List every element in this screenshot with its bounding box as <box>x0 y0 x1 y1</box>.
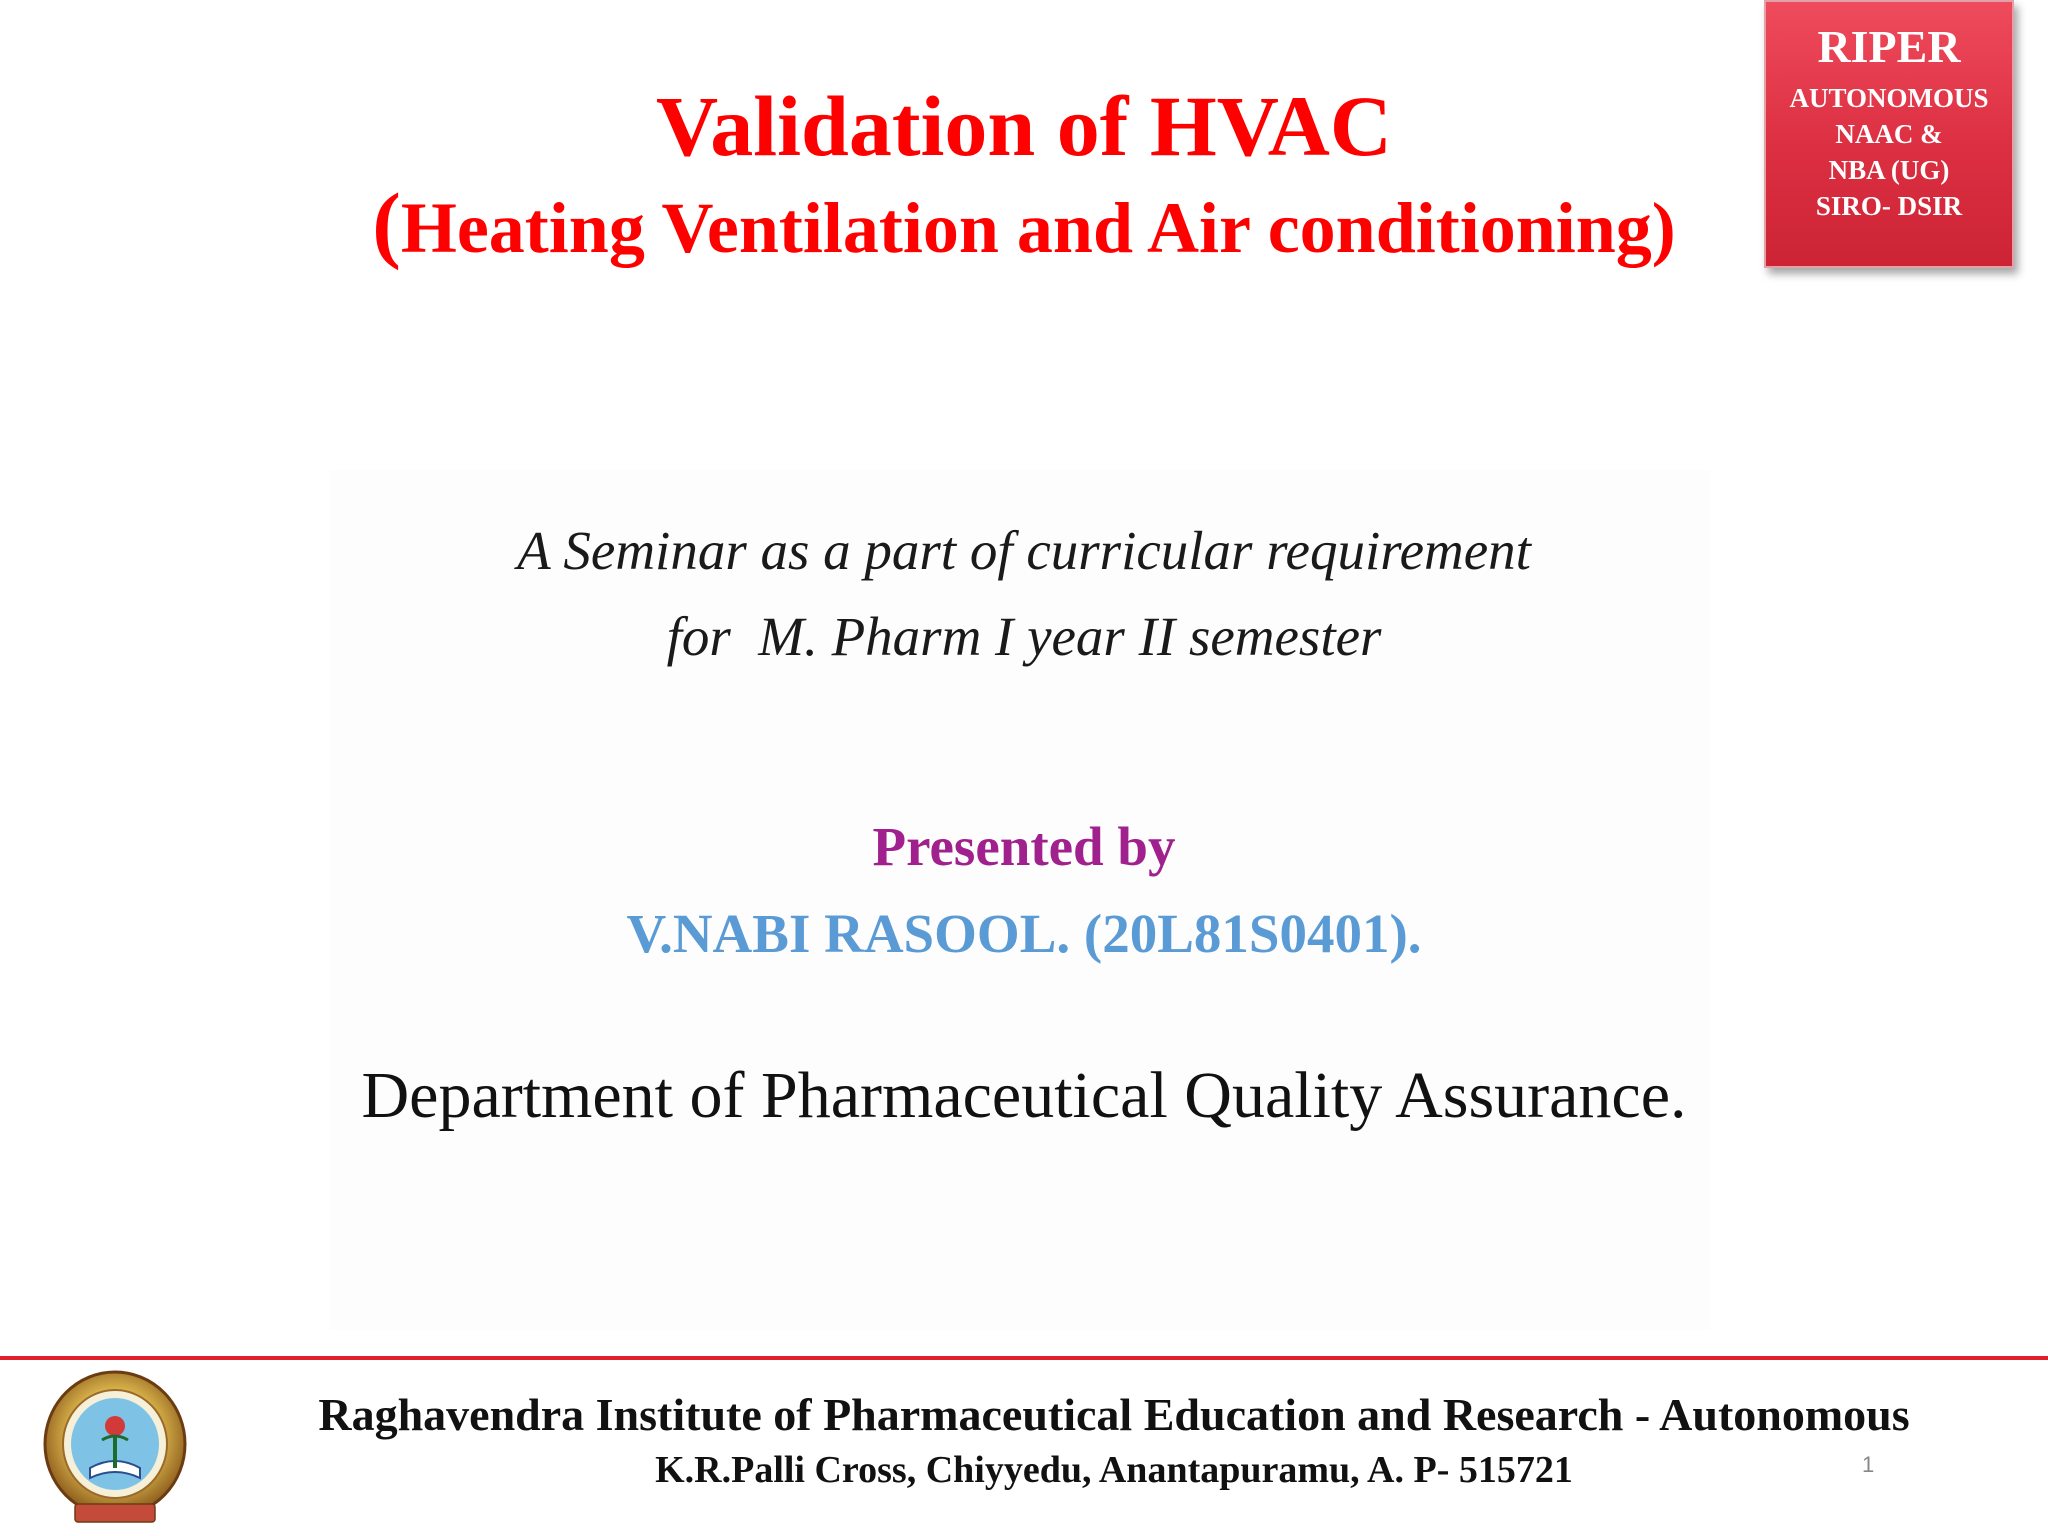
title-line-1: Validation of HVAC <box>656 78 1392 174</box>
badge-line-naac: NAAC & <box>1835 119 1943 149</box>
badge-line-nba: NBA (UG) <box>1828 155 1950 185</box>
presenter-name: V.NABI RASOOL. (20L81S0401). <box>626 903 1422 964</box>
title-line-2 <box>0 174 2048 271</box>
footer-divider <box>0 1356 2048 1360</box>
badge-name: RIPER <box>1817 21 1961 72</box>
title-line-2-text: Heating Ventilation and Air conditioning) <box>400 187 1676 268</box>
badge-line-autonomous: AUTONOMOUS <box>1789 83 1989 113</box>
presented-by-label: Presented by <box>872 816 1176 877</box>
seminar-line-2: for M. Pharm I year II semester <box>666 606 1382 667</box>
page-number: 1 <box>1862 1452 1875 1477</box>
institute-name: Raghavendra Institute of Pharmaceutical Education and Research - Autonomous <box>318 1389 1910 1440</box>
seminar-description <box>0 508 2048 680</box>
seminar-line-1: A Seminar as a part of curricular requirement <box>517 520 1531 581</box>
badge-line-siro: SIRO- DSIR <box>1815 191 1963 221</box>
slide-title <box>0 80 2048 270</box>
riper-badge <box>1764 0 2014 268</box>
department-name: Department of Pharmaceutical Quality Assurance. <box>361 1059 1687 1132</box>
institute-address: K.R.Palli Cross, Chiyyedu, Anantapuramu, A. P- 515721 <box>655 1449 1573 1491</box>
title-open-paren: ( <box>372 174 401 271</box>
